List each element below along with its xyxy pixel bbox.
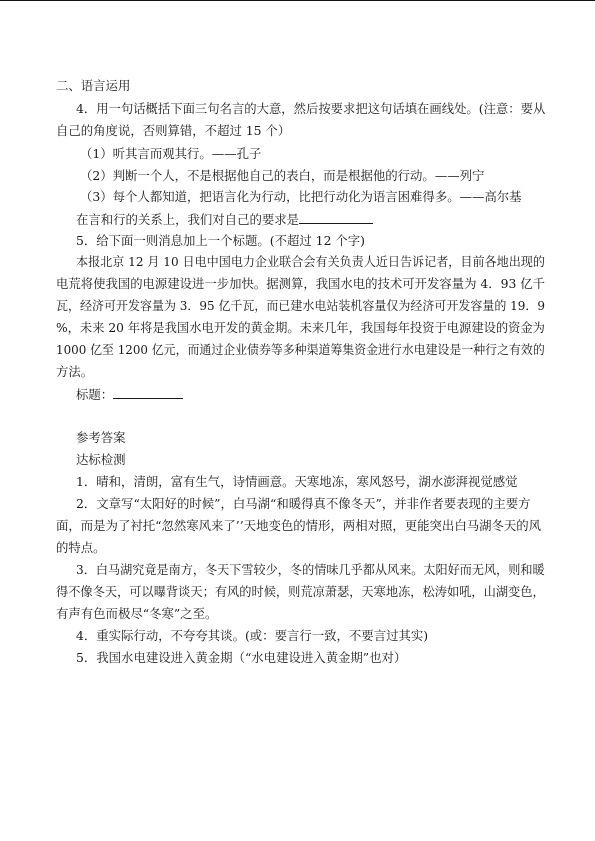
answer-2-line-3: 的特点。 — [56, 540, 106, 555]
q4-quote-3: （3）每个人都知道，把语言化为行动，比把行动化为语言困难得多。——高尔基 — [80, 189, 522, 204]
q5-title-prompt: 标题： — [76, 387, 114, 402]
q5-news-line-3: 瓦，经济可开发容量为 3．95 亿千瓦，而已建水电站装机容量仅为经济可开发容量的 19．9 — [56, 298, 546, 313]
q5-news-line-6: 方法。 — [56, 364, 94, 379]
answers-subheading: 达标检测 — [76, 452, 126, 467]
answer-5: 5．我国水电建设进入黄金期（“水电建设进入黄金期”也对） — [76, 650, 407, 665]
answer-3-line-1: 3．白马湖究竟是南方，冬天下雪较少，冬的情味几乎都从风来。太阳好而无风，则和暖 — [76, 562, 545, 577]
answer-3-line-2: 得不像冬天，可以曝背谈天；有风的时候，则荒凉萧瑟，天寒地冻，松涛如吼，山湖变色， — [56, 584, 545, 599]
answer-1: 1．晴和，清朗，富有生气，诗情画意。天寒地冻，寒风怒号，湖水澎湃视觉感觉 — [76, 474, 518, 489]
section-heading: 二、语言运用 — [56, 78, 131, 93]
answer-2-line-2: 面，而是为了衬托“忽然寒风来了’’天地变色的情形，两相对照，更能突出白马湖冬天的风 — [56, 518, 542, 533]
q4-answer-blank[interactable] — [299, 211, 373, 224]
q4-quote-2: （2）判断一个人，不是根据他自己的表白，而是根据他的行动。——列宁 — [80, 168, 485, 183]
q5-line-1: 5．给下面一则消息加上一个标题。(不超过 12 个字) — [76, 233, 366, 248]
q5-title-line — [76, 386, 183, 403]
q5-news-line-4: %，未来 20 年将是我国水电开发的黄金期。未来几年，我国每年投资于电源建设的资金为 — [56, 320, 545, 335]
answer-3-line-3: 有声有色而极尽“冬寒”之至。 — [56, 606, 218, 621]
answer-2-line-1: 2．文章写“太阳好的时候”，白马湖“和暖得真不像冬天”，并非作者要表现的主要方 — [76, 496, 531, 511]
q5-news-line-5: 1000 亿至 1200 亿元，而通过企业债券等多种渠道筹集资金进行水电建设是一种行之有效的 — [56, 342, 545, 357]
q4-answer-line — [76, 211, 373, 228]
q4-quote-1: （1）听其言而观其行。——孔子 — [80, 146, 262, 161]
answer-4: 4．重实际行动，不夸夸其谈。(或：要言行一致，不要言过其实) — [76, 628, 429, 643]
q5-news-line-2: 电荒将使我国的电源建设进一步加快。据测算，我国水电的技术可开发容量为 4．93 亿千 — [56, 276, 546, 291]
answers-heading: 参考答案 — [76, 430, 126, 445]
q4-answer-prompt: 在言和行的关系上，我们对自己的要求是 — [76, 212, 300, 227]
q4-line-2: 自己的角度说，否则算错，不超过 15 个） — [56, 123, 291, 138]
top-rule — [0, 0, 595, 1]
q4-line-1: 4．用一句话概括下面三句名言的大意，然后按要求把这句话填在画线处。(注意：要从 — [76, 101, 546, 116]
q5-title-blank[interactable] — [113, 386, 183, 399]
q5-news-line-1: 本报北京 12 月 10 日电中国电力企业联合会有关负责人近日告诉记者，目前各地出现的 — [76, 254, 545, 269]
